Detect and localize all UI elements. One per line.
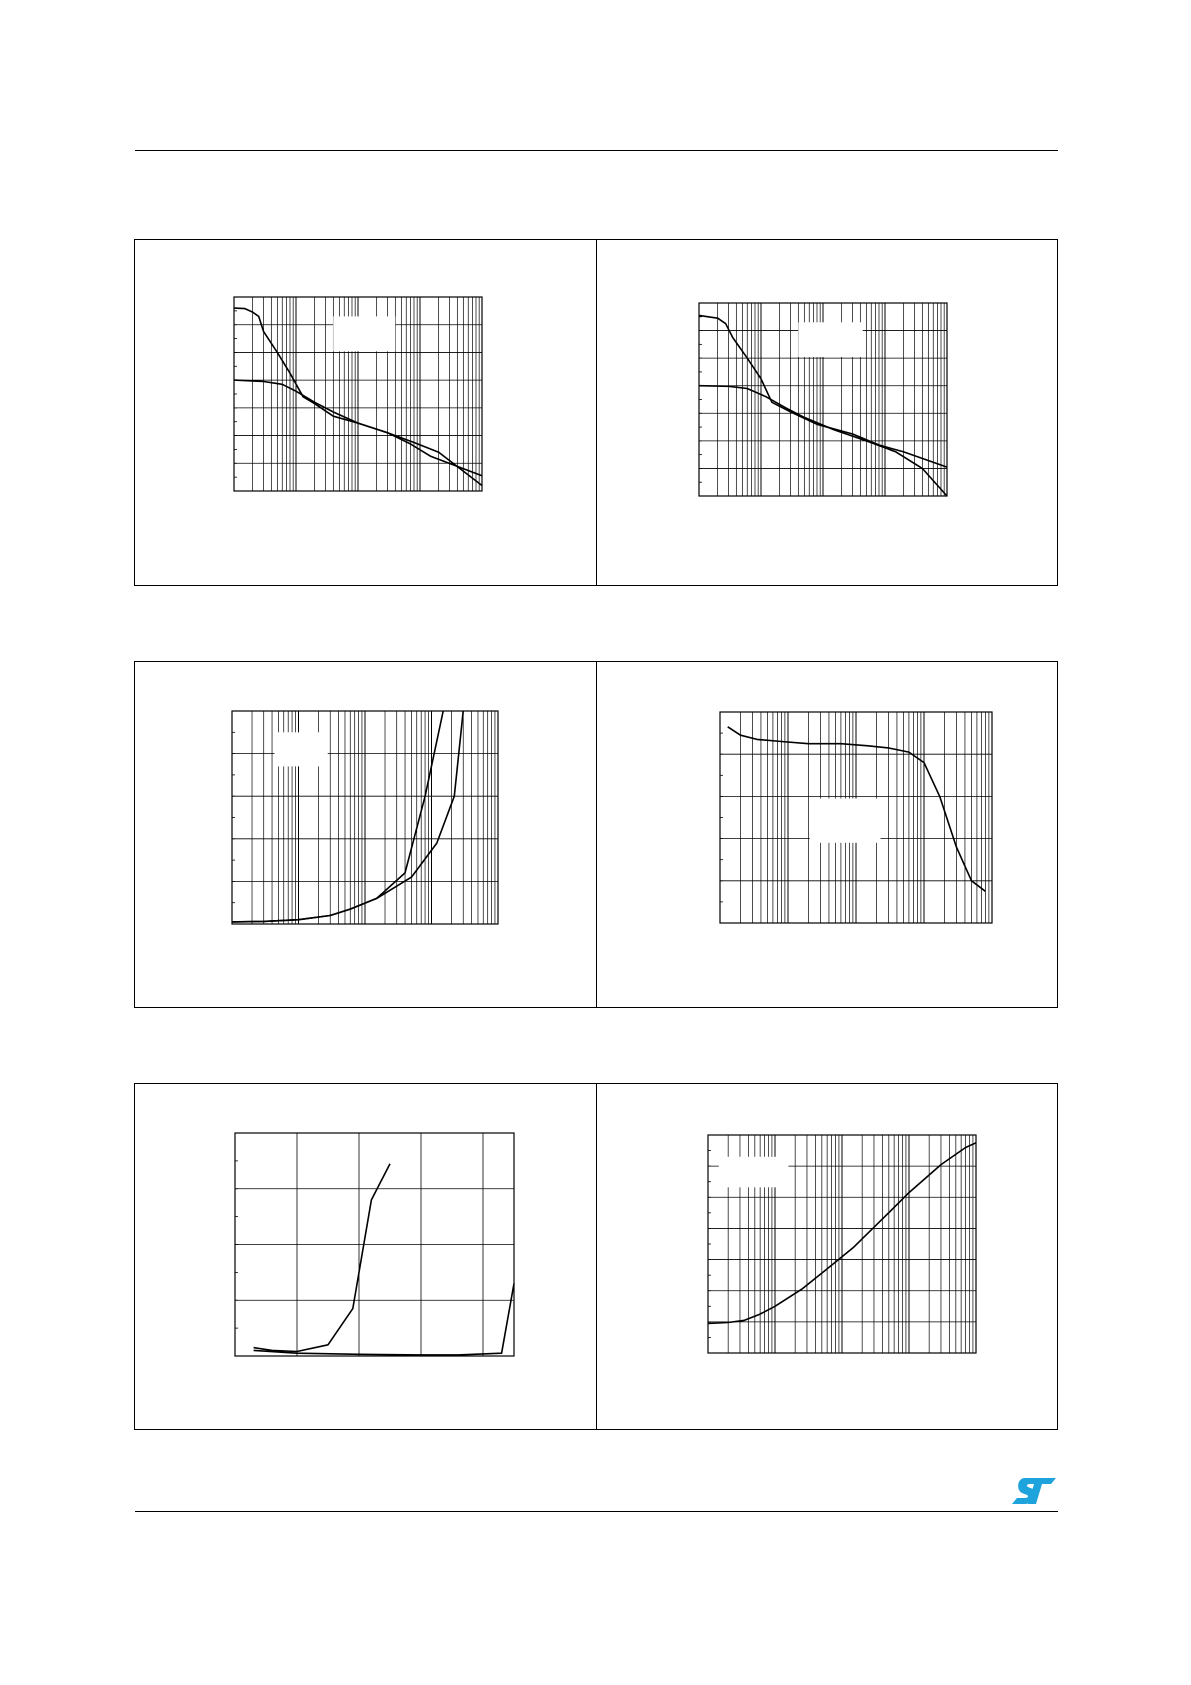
- legend-box: [810, 799, 881, 843]
- panel-divider: [596, 662, 597, 1007]
- chart-fig5: [235, 1133, 514, 1356]
- chart-fig1: [234, 297, 482, 491]
- series-line-2: [254, 1284, 514, 1355]
- panel-divider: [596, 240, 597, 585]
- header-rule: [135, 150, 1058, 151]
- footer-rule: [135, 1511, 1058, 1512]
- st-logo-icon: [1011, 1476, 1057, 1506]
- panel-divider: [596, 1084, 597, 1429]
- chart-fig4: [720, 712, 992, 923]
- series-line-1: [254, 1164, 390, 1352]
- legend-box: [798, 322, 862, 357]
- legend-box: [275, 732, 328, 766]
- legend-box: [333, 316, 395, 351]
- st-logo-shape: [1012, 1478, 1056, 1504]
- chart-fig3: [232, 711, 498, 924]
- chart-fig6: [708, 1135, 976, 1353]
- chart-fig2: [699, 303, 947, 496]
- legend-box: [719, 1157, 789, 1188]
